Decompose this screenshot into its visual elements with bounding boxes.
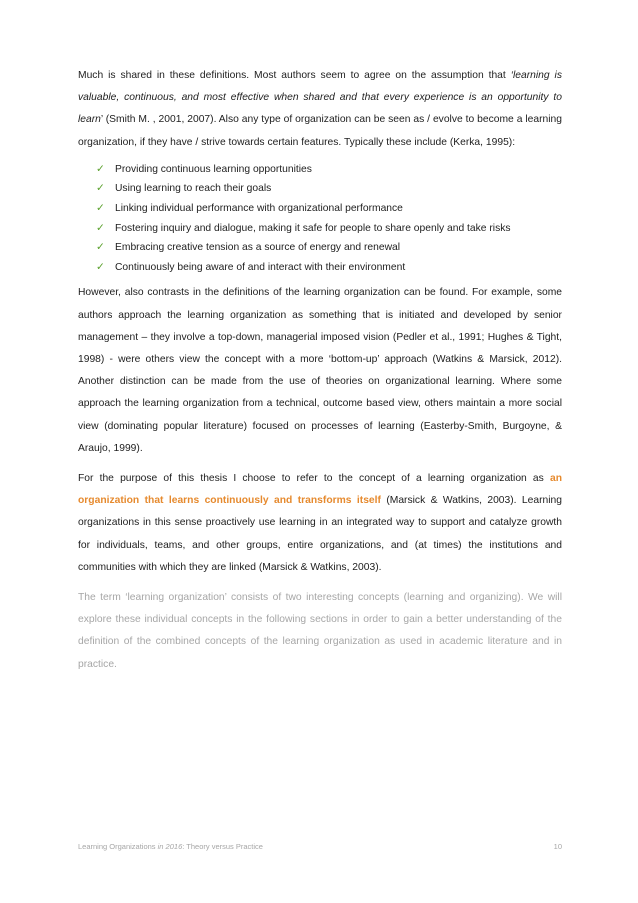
list-item-text: Embracing creative tension as a source of energy and renewal — [115, 242, 401, 254]
text-span: : Theory versus Practice — [182, 842, 263, 851]
paragraph-thesis-definition — [78, 468, 562, 579]
list-item — [96, 199, 562, 219]
paragraph-transition: The term ‘learning organization’ consists of two interesting concepts (learning and organizing). We will explore these individual concepts in the following sections in order to gain a better understanding of the definition of the combined concepts of the learning organization as used in academic literature and in practice. — [78, 592, 562, 670]
feature-list — [78, 160, 562, 278]
text-span: ’ (Smith M. , 2001, 2007). Also any type of organization can be seen as / evolve to become a learning organization, if they have / strive towards certain features. Typically these include (Kerka, 1995): — [78, 114, 562, 148]
checkmark-icon: ✓ — [96, 162, 105, 175]
footer-title — [78, 842, 263, 851]
list-item-text: Using learning to reach their goals — [115, 183, 272, 195]
page-footer — [78, 842, 562, 851]
page-number: 10 — [553, 842, 562, 851]
text-span: (Marsick & Watkins, 2003). Learning organizations in this sense proactively use learning in an integrated way to support and catalyze growth for individuals, teams, and other groups, entire organizations, and (at times) the institutions and communities with which they are linked (Marsick & Watkins, 2003). — [78, 495, 563, 573]
list-item — [96, 179, 562, 199]
list-item — [96, 160, 562, 180]
body-text — [78, 65, 562, 676]
text-span: in 2016 — [157, 842, 183, 851]
list-item-text: Providing continuous learning opportunities — [115, 163, 312, 175]
text-span: Much is shared in these definitions. Most authors seem to agree on the assumption that — [78, 70, 511, 81]
list-item-text: Linking individual performance with organizational performance — [115, 203, 403, 214]
text-span: Learning Organizations — [78, 842, 158, 851]
text-span: For the purpose of this thesis I choose to refer to the concept of a learning organization as — [78, 473, 550, 484]
checkmark-icon: ✓ — [96, 182, 105, 195]
checkmark-icon: ✓ — [96, 241, 105, 254]
checkmark-icon: ✓ — [96, 260, 105, 273]
quote-text: ‘learning is valuable, continuous, and most effective when shared and that every experience is an opportunity to learn — [78, 70, 562, 126]
list-item — [96, 219, 562, 239]
highlighted-definition: an organization that learns continuously and transforms itself — [78, 473, 562, 507]
list-item — [96, 258, 562, 278]
checkmark-icon: ✓ — [96, 221, 105, 234]
list-item-text: Continuously being aware of and interact with their environment — [115, 261, 406, 273]
paragraph-contrasts: However, also contrasts in the definitions of the learning organization can be found. For example, some authors approach the learning organization as something that is initiated and developed by senior management – they involve a top-down, managerial imposed vision (Pedler et al., 1991; Hughes & Tight, 1998) - were others view the concept with a more ‘bottom-up’ approach (Watkins & Marsick, 2012). Another distinction can be made from the use of theories on organizational learning. Where some approach the learning organization from a technical, outcome based view, others maintain a more social view (dominating popular literature) focused on processes of learning (Easterby-Smith, Burgoyne, & Araujo, 1999). — [78, 287, 562, 454]
paragraph-definitions — [78, 65, 562, 154]
list-item-text: Fostering inquiry and dialogue, making it safe for people to share openly and take risks — [115, 222, 511, 234]
list-item — [96, 238, 562, 258]
checkmark-icon: ✓ — [96, 202, 105, 214]
